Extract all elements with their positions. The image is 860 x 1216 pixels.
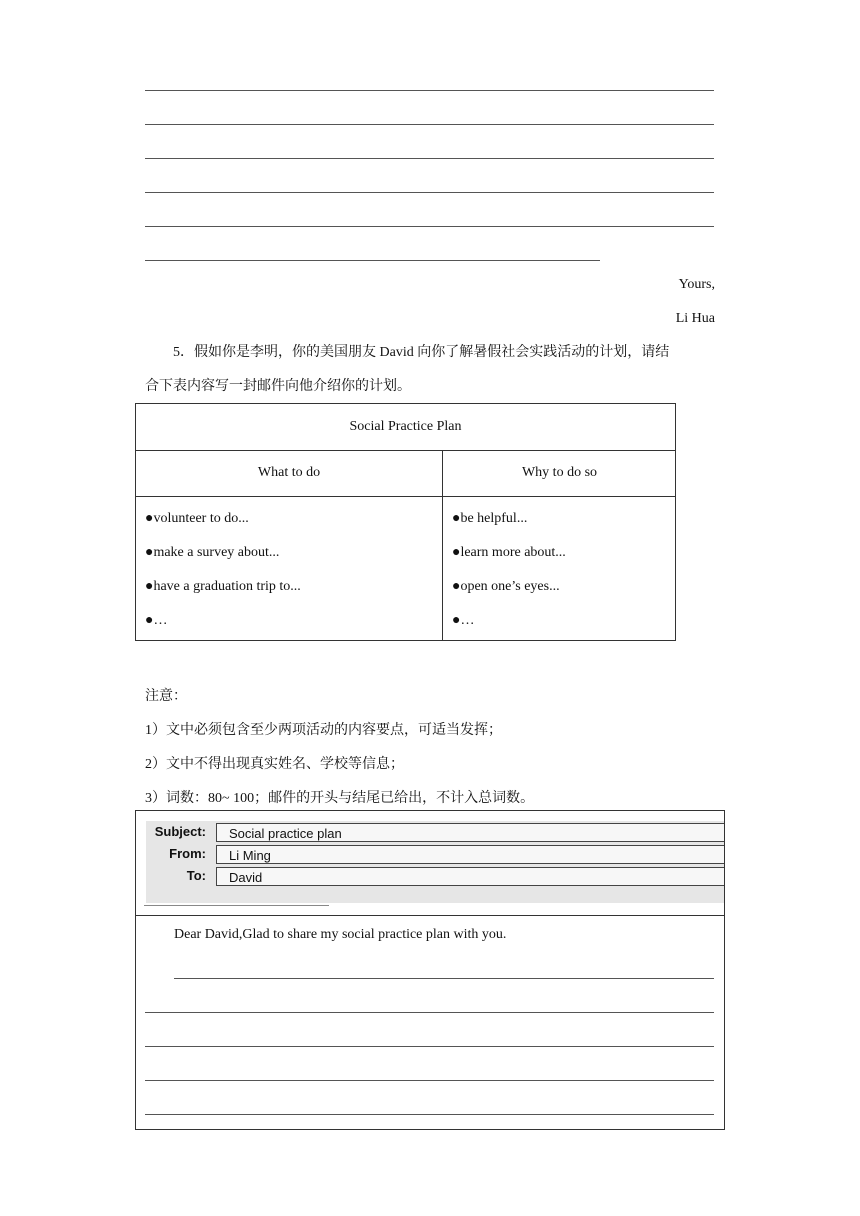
email-answer-line[interactable] [174,978,714,979]
email-answer-box [135,810,725,1130]
plan-table [135,403,676,641]
list-item: ●volunteer to do... [145,511,249,526]
answer-line [145,226,714,227]
column-header-why-label: Why to do so [521,465,598,480]
question-line1: 假如你是李明，你的美国朋友 David 向你了解暑假社会实践活动的计划，请结 [194,345,670,360]
email-answer-line[interactable] [145,1080,714,1081]
list-item: ●… [145,613,168,628]
email-header-scan [146,821,724,903]
column-header-why [443,450,676,496]
list-item: ●make a survey about... [145,545,280,560]
plan-table-header-row [136,450,675,497]
list-item: ●… [452,613,475,628]
header-underline [144,905,329,906]
email-header [136,811,724,916]
signoff-closing: Yours, [678,277,715,292]
list-item: ●be helpful... [452,511,528,526]
question-line2: 合下表内容写一封邮件向他介绍你的计划。 [145,379,411,394]
note-item: 3）词数：80~ 100；邮件的开头与结尾已给出，不计入总词数。 [145,791,535,806]
note-item: 2）文中不得出现真实姓名、学校等信息； [145,757,404,772]
answer-line [145,90,714,91]
answer-line [145,192,714,193]
answer-line [145,124,714,125]
notes-section [145,680,534,816]
notes-heading: 注意： [145,689,187,704]
column-header-what-label: What to do [257,465,321,480]
to-field: David [216,867,724,886]
email-answer-line[interactable] [145,1114,714,1115]
email-answer-line[interactable] [145,1046,714,1047]
why-to-do-list [452,502,566,638]
signoff-name: Li Hua [675,311,715,326]
note-item: 1）文中必须包含至少两项活动的内容要点，可适当发挥； [145,723,502,738]
list-item: ●have a graduation trip to... [145,579,301,594]
answer-line [145,260,600,261]
subject-field: Social practice plan [216,823,724,842]
column-divider [442,450,443,641]
question-number: 5． [173,345,194,360]
list-item: ●learn more about... [452,545,566,560]
subject-label: Subject: [154,824,206,839]
question-prompt [145,336,715,404]
column-header-what [136,450,442,496]
list-item: ●open one’s eyes... [452,579,560,594]
plan-table-title: Social Practice Plan [349,419,462,434]
from-label: From: [169,846,206,861]
email-answer-line[interactable] [145,1012,714,1013]
to-label: To: [186,868,206,883]
plan-table-title-row [136,404,675,451]
from-field: Li Ming [216,845,724,864]
email-greeting: Dear David,Glad to share my social practice plan with you. [174,927,507,942]
what-to-do-list [145,502,301,638]
answer-line [145,158,714,159]
